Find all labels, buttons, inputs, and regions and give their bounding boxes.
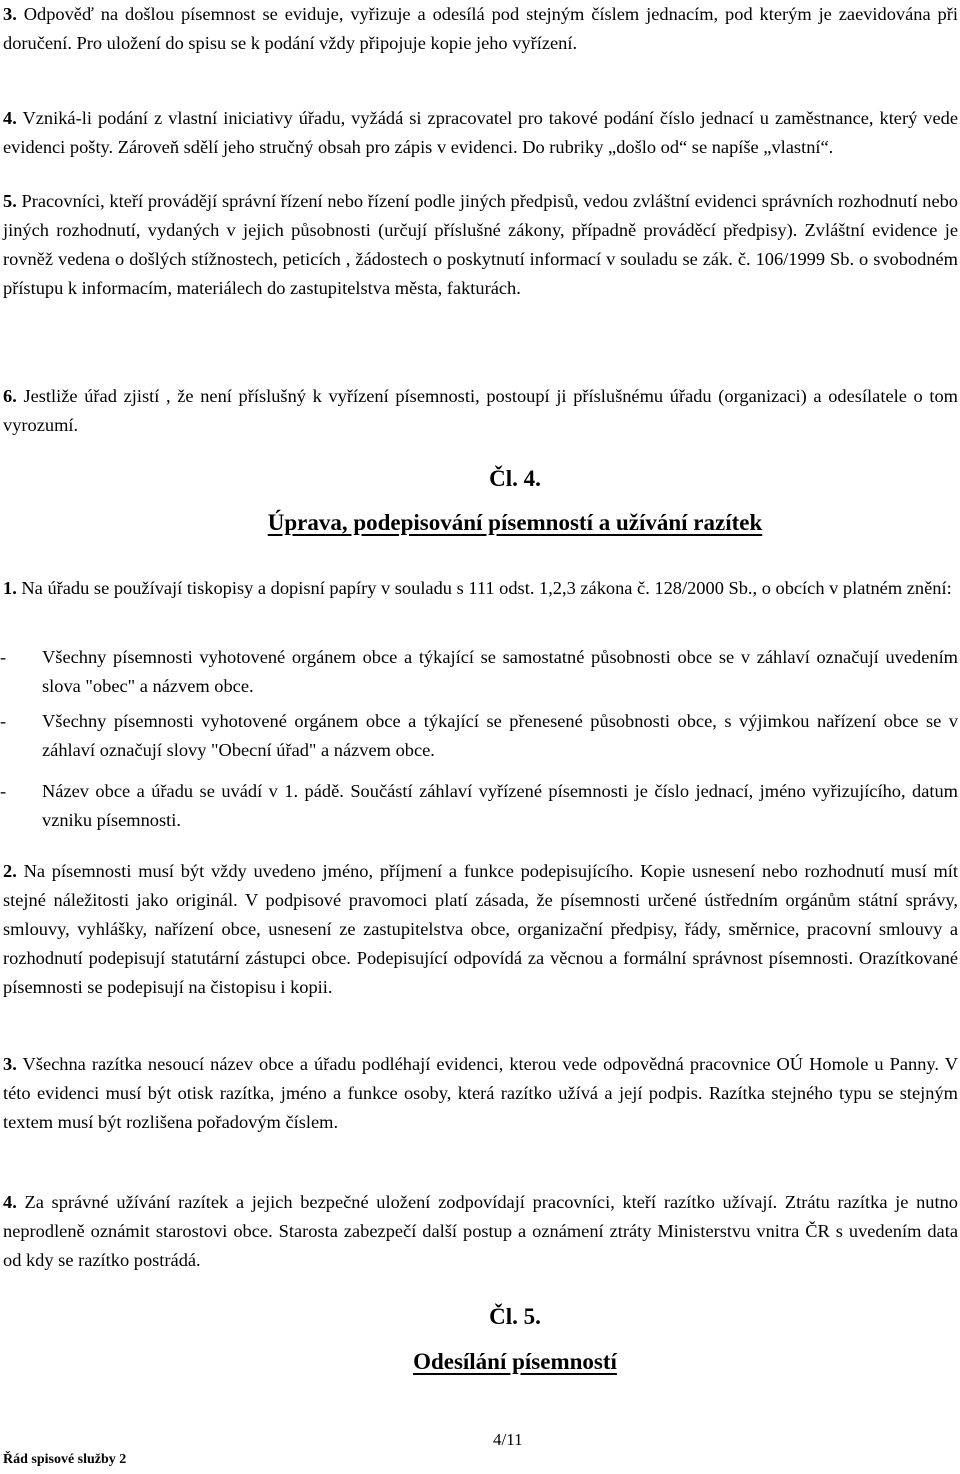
dash-item-1 [0,643,958,701]
paragraph-number: 4. [3,108,17,128]
dash-text: Všechny písemnosti vyhotovené orgánem obce a týkající se samostatné působnosti obce se v záhlaví označují uvedením slova "obec" a názvem obce. [42,647,958,696]
dash-bullet: - [0,711,7,731]
paragraph-4 [3,104,958,162]
item-text: Na úřadu se používají tiskopisy a dopisní papíry v souladu s 111 odst. 1,2,3 zákona č. 128/2000 Sb., o obcích v platném znění: [21,578,952,598]
paragraph-number: 5. [3,191,17,211]
paragraph-number: 6. [3,386,17,406]
paragraph-text: Odpověď na došlou písemnost se eviduje, vyřizuje a odesílá pod stejným číslem jednacím, pod kterým je zaevidována při doručení. Pro uložení do spisu se k podání vždy připojuje kopie jeho vyřízení. [3,4,958,53]
article-5-number: Čl. 5. [489,1304,541,1329]
item-number: 4. [3,1192,17,1212]
dash-bullet: - [0,647,7,667]
paragraph-text: Pracovníci, kteří provádějí správní řízení nebo řízení podle jiných předpisů, vedou zvláštní evidenci správních rozhodnutí nebo jiných rozhodnutí, vydaných v jejich působnosti (určují příslušné zákony, případně prováděcí předpisy). Zvláštní evidence je rovněž vedena o došlých stížnostech, peticích , žádostech o poskytnutí informací v souladu se zák. č. 106/1999 Sb. o svobodném přístupu k informacím, materiálech do zastupitelstva města, fakturách. [3,191,958,298]
article-4-title: Úprava, podepisování písemností a užívání razítek [267,510,763,535]
dash-bullet: - [0,781,7,801]
item-number: 2. [3,861,17,881]
article-4-item-4 [3,1188,958,1275]
item-text: Všechna razítka nesoucí název obce a úřadu podléhají evidenci, kterou vede odpovědná pracovnice OÚ Homole u Panny. V této evidenci musí být otisk razítka, jméno a funkce osoby, která razítko užívá a její podpis. Razítka stejného typu se stejným textem musí být rozlišena pořadovým číslem. [3,1054,959,1132]
dash-text: Název obce a úřadu se uvádí v 1. pádě. Součástí záhlaví vyřízené písemnosti je číslo jednací, jméno vyřizujícího, datum vzniku písemnosti. [42,781,958,830]
paragraph-6 [3,382,958,440]
dash-item-2 [0,707,958,765]
article-4-item-3 [3,1050,958,1137]
item-text: Za správné užívání razítek a jejich bezpečné uložení zodpovídají pracovníci, kteří razítko užívají. Ztrátu razítka je nutno neprodleně oznámit starostovi obce. Starosta zabezpečí další postup a oznámení ztráty Ministerstvu vnitra ČR s uvedením data od kdy se razítko postrádá. [3,1192,958,1270]
page-number: 4/11 [493,1430,523,1449]
article-4-item-2 [3,857,958,1002]
item-number: 1. [3,578,17,598]
dash-item-3 [0,777,958,835]
paragraph-text: Vzniká-li podání z vlastní iniciativy úřadu, vyžádá si zpracovatel pro takové podání číslo jednací u zaměstnance, který vede evidenci pošty. Zároveň sdělí jeho stručný obsah pro zápis v evidenci. Do rubriky „došlo od“ se napíše „vlastní“. [3,108,959,157]
paragraph-5 [3,187,958,303]
article-4-number: Čl. 4. [489,466,541,491]
paragraph-number: 3. [3,4,17,24]
paragraph-text: Jestliže úřad zjistí , že není příslušný k vyřízení písemnosti, postoupí ji příslušnému úřadu (organizaci) a odesílatele o tom vyrozumí. [3,386,958,435]
article-5-title: Odesílání písemností [413,1349,617,1374]
item-number: 3. [3,1054,17,1074]
item-text: Na písemnosti musí být vždy uvedeno jméno, příjmení a funkce podepisujícího. Kopie usnesení nebo rozhodnutí musí mít stejné náležitosti jako originál. V podpisové pravomoci platí zásada, že písemnosti určené ústředním orgánům státní správy, smlouvy, vyhlášky, nařízení obce, usnesení ze zastupitelstva obce, organizační předpisy, řády, směrnice, pracovní smlouvy a rozhodnutí podepisují statutární zástupci obce. Podepisující odpovídá za věcnou a formální správnost písemnosti. Orazítkované písemnosti se podepisují na čistopisu i kopii. [3,861,958,997]
dash-text: Všechny písemnosti vyhotovené orgánem obce a týkající se přenesené působnosti obce, s výjimkou nařízení obce se v záhlaví označují slovy "Obecní úřad" a názvem obce. [42,711,958,760]
footer-document-name: Řád spisové služby 2 [3,1452,127,1467]
paragraph-3 [3,0,958,58]
article-4-item-1 [3,574,958,603]
